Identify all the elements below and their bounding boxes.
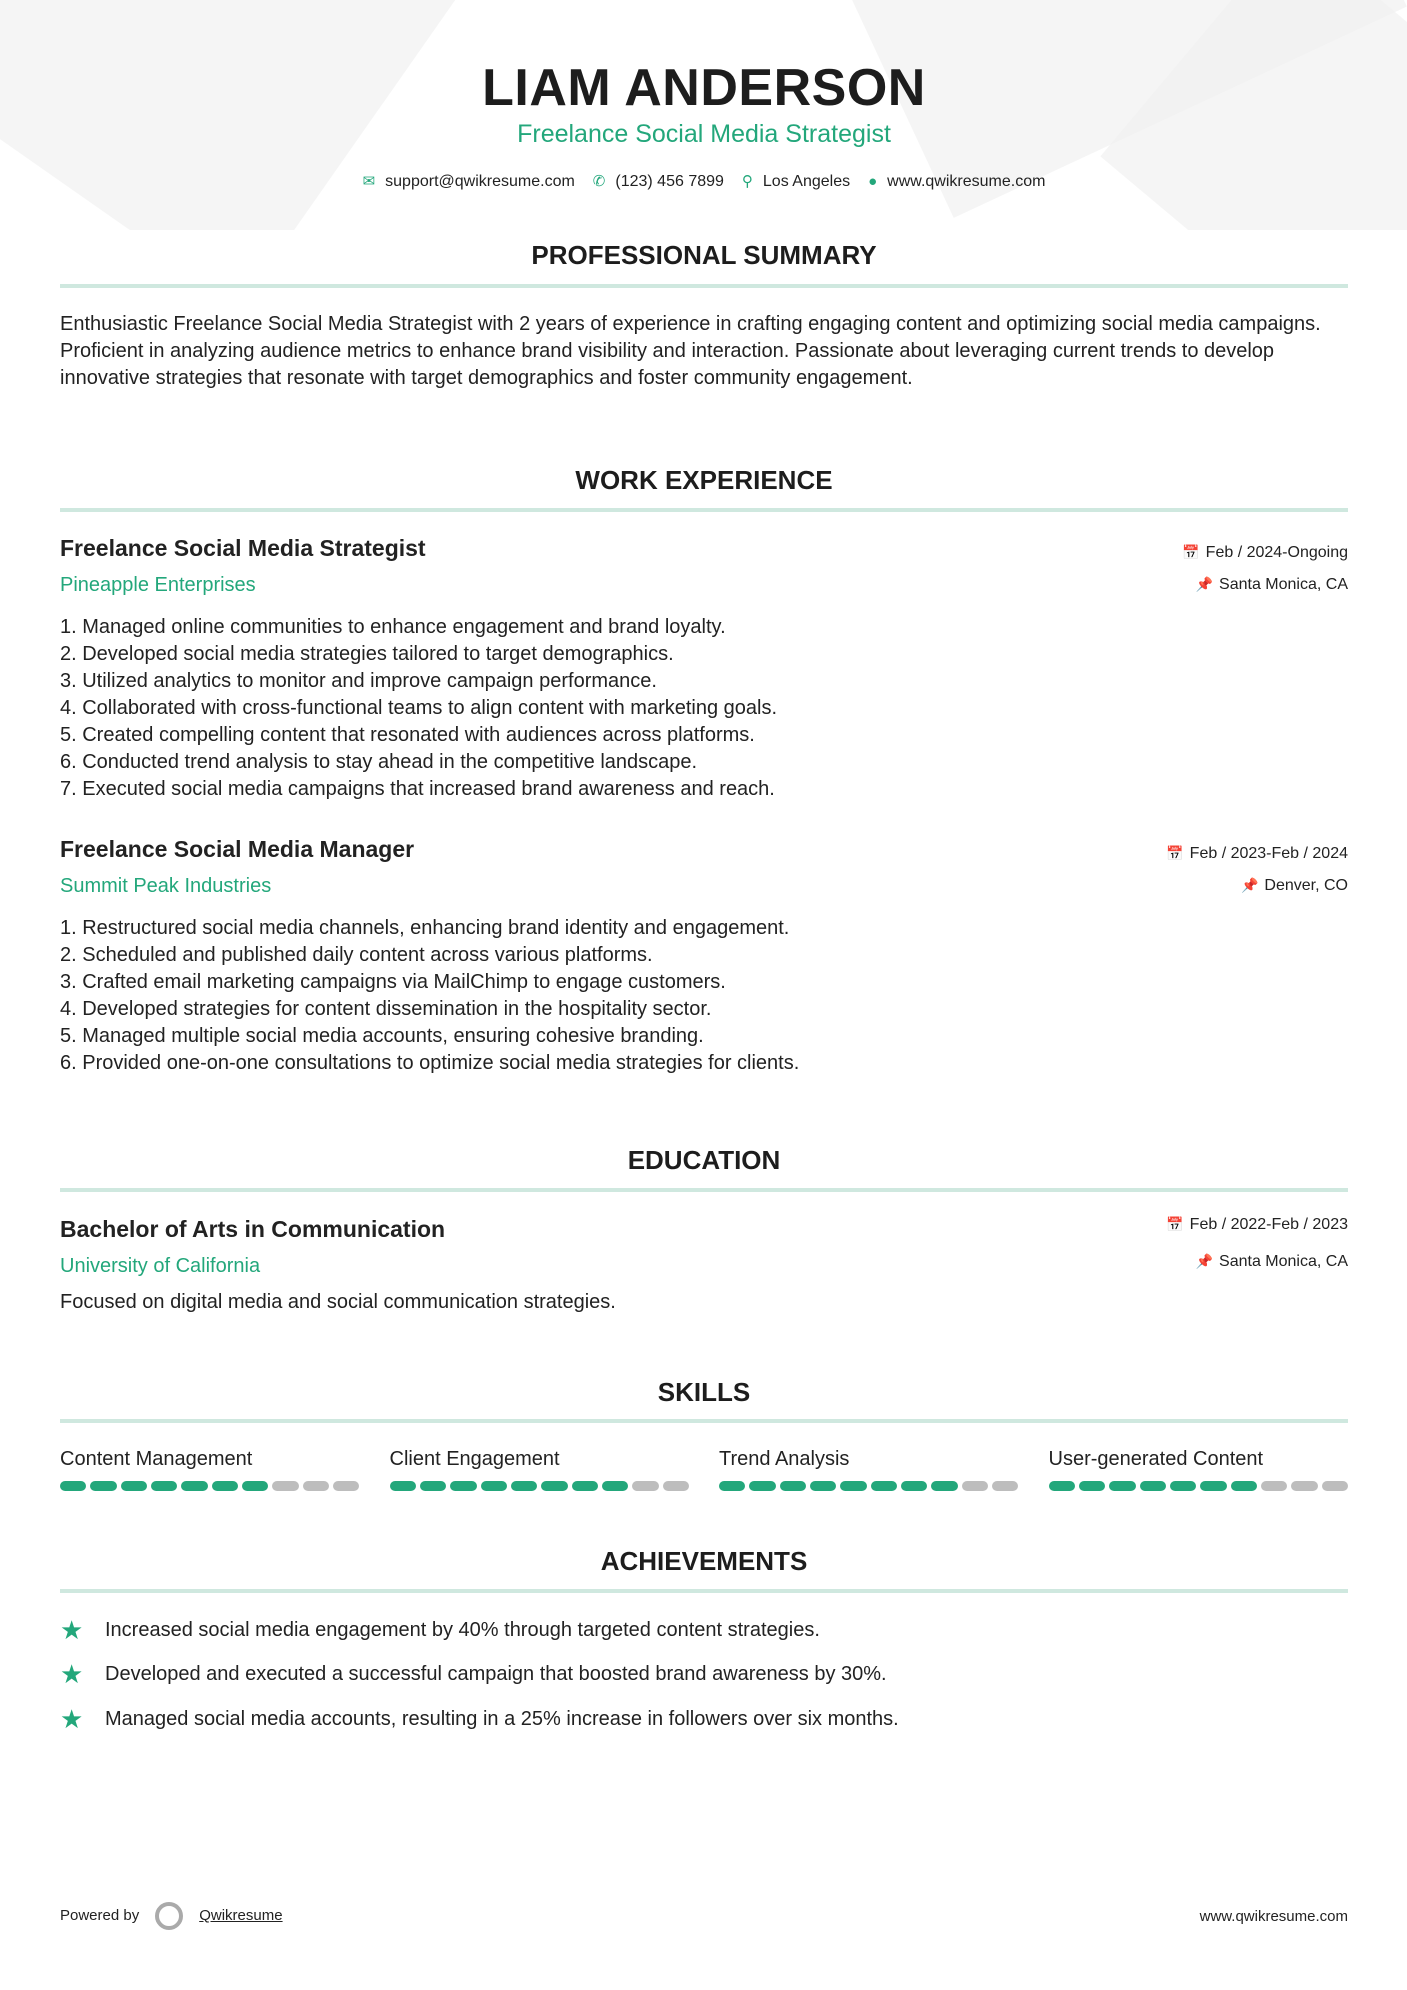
- powered-by-label: Powered by: [60, 1906, 140, 1924]
- phone-icon: ✆: [592, 173, 606, 190]
- job-title: Freelance Social Media Manager: [60, 836, 415, 862]
- list-item: 7. Executed social media campaigns that increased brand awareness and reach.: [60, 778, 775, 800]
- contact-location: [742, 172, 850, 191]
- skill-level-bar: [390, 1481, 690, 1491]
- education-date: [1166, 1216, 1348, 1234]
- skill-dot-filled: [511, 1481, 537, 1491]
- list-item: 6. Provided one-on-one consultations to optimize social media strategies for clients.: [60, 1052, 800, 1074]
- company-name: Pineapple Enterprises: [60, 574, 256, 596]
- globe-icon: ●: [868, 172, 878, 190]
- list-item: 4. Collaborated with cross-functional teams to align content with marketing goals.: [60, 697, 778, 719]
- calendar-icon: 📅: [1166, 845, 1184, 861]
- skills-list: [60, 1448, 1348, 1491]
- date-text: Feb / 2023-Feb / 2024: [1189, 845, 1348, 862]
- location-text: Santa Monica, CA: [1219, 1253, 1348, 1270]
- achievement-item: [60, 1704, 899, 1735]
- list-item: 2. Developed social media strategies tailored to target demographics.: [60, 643, 674, 665]
- achievements-heading: ACHIEVEMENTS: [600, 1546, 808, 1576]
- skills-heading: SKILLS: [657, 1377, 751, 1407]
- list-item: 6. Conducted trend analysis to stay ahead in the competitive landscape.: [60, 751, 698, 773]
- degree: Bachelor of Arts in Communication: [60, 1216, 446, 1242]
- divider: [60, 1188, 1348, 1192]
- education-description: Focused on digital media and social communication strategies.: [60, 1291, 616, 1313]
- summary-heading: PROFESSIONAL SUMMARY: [531, 240, 877, 270]
- contact-website[interactable]: [868, 173, 1045, 191]
- star-icon: ★: [60, 1704, 84, 1734]
- skill-dot-filled: [1231, 1481, 1257, 1491]
- contact-info: [60, 172, 1348, 191]
- pushpin-icon: 📌: [1195, 576, 1214, 592]
- skill-dot-empty: [992, 1481, 1018, 1491]
- location-text: Los Angeles: [762, 173, 851, 190]
- list-item: 4. Developed strategies for content dissemination in the hospitality sector.: [60, 998, 712, 1020]
- star-icon: ★: [60, 1659, 84, 1689]
- job-location: [1241, 877, 1348, 895]
- skill-dot-empty: [333, 1481, 359, 1491]
- skill-level-bar: [60, 1481, 360, 1491]
- contact-phone: [593, 172, 724, 191]
- list-item: 3. Crafted email marketing campaigns via MailChimp to engage customers.: [60, 971, 726, 993]
- qwikresume-logo-icon: [155, 1902, 183, 1930]
- skill-dot-filled: [840, 1481, 866, 1491]
- achievement-text: Increased social media engagement by 40% through targeted content strategies.: [105, 1619, 820, 1641]
- skill-dot-filled: [242, 1481, 268, 1491]
- skill-dot-filled: [1079, 1481, 1105, 1491]
- skill-dot-filled: [481, 1481, 507, 1491]
- website-text: www.qwikresume.com: [887, 172, 1046, 190]
- skill-dot-filled: [572, 1481, 598, 1491]
- job-location: [1196, 576, 1348, 594]
- divider: [60, 1419, 1348, 1423]
- experience-heading: WORK EXPERIENCE: [575, 465, 833, 495]
- candidate-title: Freelance Social Media Strategist: [517, 120, 891, 148]
- list-item: 5. Managed multiple social media accounts, ensuring cohesive branding.: [60, 1025, 704, 1047]
- candidate-name: LIAM ANDERSON: [482, 59, 926, 117]
- skill-dot-empty: [962, 1481, 988, 1491]
- list-item: 5. Created compelling content that resonated with audiences across platforms.: [60, 724, 755, 746]
- skill-dot-empty: [1291, 1481, 1317, 1491]
- skill-dot-filled: [420, 1481, 446, 1491]
- skill-dot-filled: [901, 1481, 927, 1491]
- skill-dot-filled: [541, 1481, 567, 1491]
- skill-item: [719, 1448, 1019, 1491]
- education-heading: EDUCATION: [627, 1145, 781, 1175]
- skill-level-bar: [1049, 1481, 1349, 1491]
- skill-name: Content Management: [60, 1448, 253, 1470]
- job-bullets: [60, 614, 777, 803]
- map-marker-icon: ⚲: [741, 173, 753, 190]
- footer-url[interactable]: www.qwikresume.com: [1199, 1907, 1348, 1925]
- divider: [60, 284, 1348, 288]
- divider: [60, 1589, 1348, 1593]
- summary-text: Enthusiastic Freelance Social Media Strategist with 2 years of experience in crafting engaging content and optimizing social media campaigns. Proficient in analyzing audience metrics to enhance brand visibility and interaction. Passionate about leveraging current trends to develop innovative strategies that resonate with target demographics and foster community engagement.: [60, 313, 1321, 389]
- phone-text: (123) 456 7899: [615, 173, 724, 190]
- list-item: 1. Managed online communities to enhance engagement and brand loyalty.: [60, 616, 726, 638]
- date-text: Feb / 2022-Feb / 2023: [1189, 1216, 1348, 1233]
- footer: [60, 1902, 1348, 1930]
- skill-level-bar: [719, 1481, 1019, 1491]
- skill-dot-filled: [1140, 1481, 1166, 1491]
- skill-dot-filled: [602, 1481, 628, 1491]
- list-item: 1. Restructured social media channels, enhancing brand identity and engagement.: [60, 917, 790, 939]
- skill-item: [60, 1448, 360, 1491]
- pushpin-icon: 📌: [1195, 1253, 1214, 1269]
- company-name: Summit Peak Industries: [60, 875, 272, 897]
- job-title: Freelance Social Media Strategist: [60, 535, 426, 561]
- skill-dot-filled: [212, 1481, 238, 1491]
- skill-dot-filled: [749, 1481, 775, 1491]
- skill-dot-filled: [151, 1481, 177, 1491]
- pushpin-icon: 📌: [1240, 877, 1259, 893]
- list-item: 3. Utilized analytics to monitor and improve campaign performance.: [60, 670, 657, 692]
- star-icon: ★: [60, 1615, 84, 1645]
- skill-dot-filled: [719, 1481, 745, 1491]
- achievement-item: [60, 1615, 820, 1646]
- skill-dot-empty: [663, 1481, 689, 1491]
- skill-dot-filled: [121, 1481, 147, 1491]
- brand-link[interactable]: Qwikresume: [199, 1906, 283, 1924]
- divider: [60, 508, 1348, 512]
- contact-email[interactable]: [363, 172, 575, 191]
- skill-item: [390, 1448, 690, 1491]
- achievement-item: [60, 1659, 887, 1690]
- skill-dot-empty: [1322, 1481, 1348, 1491]
- skill-name: Client Engagement: [389, 1448, 560, 1470]
- calendar-icon: 📅: [1166, 1216, 1184, 1232]
- education-location: [1196, 1253, 1348, 1271]
- skill-dot-empty: [272, 1481, 298, 1491]
- skill-dot-filled: [1200, 1481, 1226, 1491]
- skill-dot-empty: [632, 1481, 658, 1491]
- skill-dot-filled: [60, 1481, 86, 1491]
- email-text: support@qwikresume.com: [385, 173, 575, 190]
- skill-dot-empty: [1261, 1481, 1287, 1491]
- location-text: Denver, CO: [1264, 877, 1348, 894]
- achievement-text: Developed and executed a successful campaign that boosted brand awareness by 30%.: [105, 1663, 887, 1685]
- skill-dot-filled: [390, 1481, 416, 1491]
- envelope-icon: ✉: [362, 173, 376, 190]
- powered-by: [60, 1902, 283, 1930]
- skill-dot-filled: [450, 1481, 476, 1491]
- skill-dot-filled: [1109, 1481, 1135, 1491]
- skill-name: Trend Analysis: [719, 1448, 850, 1470]
- job-bullets: [60, 915, 799, 1077]
- skill-dot-filled: [931, 1481, 957, 1491]
- school-name: University of California: [60, 1255, 261, 1277]
- skill-name: User-generated Content: [1048, 1448, 1264, 1470]
- list-item: 2. Scheduled and published daily content across various platforms.: [60, 944, 653, 966]
- job-date: [1182, 544, 1348, 562]
- achievement-text: Managed social media accounts, resulting in a 25% increase in followers over six months.: [105, 1708, 899, 1730]
- job-date: [1166, 845, 1348, 863]
- skill-dot-filled: [1170, 1481, 1196, 1491]
- skill-dot-empty: [303, 1481, 329, 1491]
- date-text: Feb / 2024-Ongoing: [1205, 544, 1348, 561]
- skill-dot-filled: [90, 1481, 116, 1491]
- skill-dot-filled: [181, 1481, 207, 1491]
- skill-dot-filled: [780, 1481, 806, 1491]
- skill-dot-filled: [810, 1481, 836, 1491]
- skill-dot-filled: [871, 1481, 897, 1491]
- skill-dot-filled: [1049, 1481, 1075, 1491]
- skill-item: [1049, 1448, 1349, 1491]
- location-text: Santa Monica, CA: [1219, 576, 1348, 593]
- calendar-icon: 📅: [1182, 544, 1200, 560]
